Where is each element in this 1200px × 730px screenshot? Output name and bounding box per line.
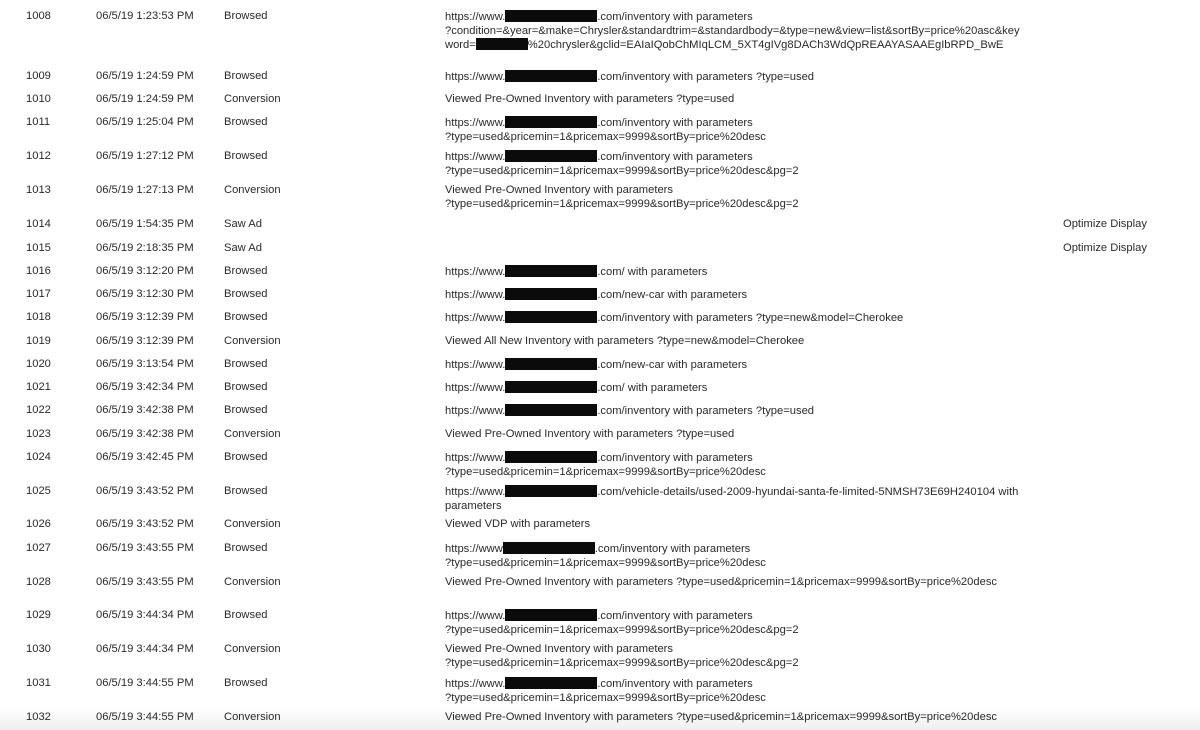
row-detail xyxy=(445,576,1055,590)
table-row xyxy=(18,542,1183,570)
row-id: 1011 xyxy=(26,116,51,128)
url-path: .com/new-car with parameters xyxy=(597,359,748,371)
row-detail xyxy=(445,335,1055,349)
url-prefix: https://www. xyxy=(445,117,506,129)
table-row xyxy=(18,381,1183,395)
redaction-bar xyxy=(505,677,597,689)
row-timestamp: 06/5/19 3:43:55 PM xyxy=(96,576,194,588)
url-prefix: https://www. xyxy=(445,486,506,498)
table-row xyxy=(18,288,1183,302)
row-event-type: Conversion xyxy=(224,184,281,196)
row-timestamp: 06/5/19 3:44:34 PM xyxy=(96,643,194,655)
row-id: 1026 xyxy=(26,518,51,530)
row-timestamp: 06/5/19 3:42:38 PM xyxy=(96,428,194,440)
row-detail xyxy=(445,485,1055,513)
table-row xyxy=(18,609,1183,637)
row-id: 1008 xyxy=(26,10,51,22)
row-timestamp: 06/5/19 1:54:35 PM xyxy=(96,218,194,230)
table-row xyxy=(18,150,1183,178)
row-event-type: Saw Ad xyxy=(224,242,262,254)
url-prefix: https://www. xyxy=(445,266,506,278)
row-event-type: Browsed xyxy=(224,311,268,323)
row-event-type: Conversion xyxy=(224,335,281,347)
url-query: ?condition=&year=&make=Chrysler&standardtrim=&standardbody=&type=new&view=list&sortBy=price%20asc&key xyxy=(445,24,1020,37)
row-timestamp: 06/5/19 1:25:04 PM xyxy=(96,116,194,128)
row-timestamp: 06/5/19 3:12:39 PM xyxy=(96,335,194,347)
row-id: 1009 xyxy=(26,70,51,82)
url-path: .com/inventory with parameters xyxy=(597,452,753,464)
url-prefix: https://www. xyxy=(445,289,506,301)
row-timestamp: 06/5/19 3:42:34 PM xyxy=(96,381,194,393)
url-path: .com/inventory with parameters xyxy=(597,151,753,163)
row-detail xyxy=(445,93,1055,107)
table-row xyxy=(18,116,1183,144)
row-event-type: Browsed xyxy=(224,485,268,497)
row-timestamp: 06/5/19 3:12:30 PM xyxy=(96,288,194,300)
url-query-continued: word= xyxy=(445,39,476,52)
url-prefix: https://www. xyxy=(445,71,506,83)
row-detail xyxy=(445,288,1055,303)
url-query: ?type=used&pricemin=1&pricemax=9999&sortBy=price%20desc xyxy=(445,691,766,704)
url-query: ?type=used&pricemin=1&pricemax=9999&sortBy=price%20desc&pg=2 xyxy=(445,656,799,669)
table-row xyxy=(18,711,1183,725)
ad-source: Optimize Display xyxy=(1063,242,1147,254)
row-id: 1027 xyxy=(26,542,51,554)
row-id: 1012 xyxy=(26,150,51,162)
url-path: .com/vehicle-details/used-2009-hyundai-santa-fe-limited-5NMSH73E69H240104 with xyxy=(597,486,1019,498)
redaction-bar xyxy=(505,70,597,82)
conversion-text: Viewed Pre-Owned Inventory with parameters ?type=used&pricemin=1&pricemax=9999&sortBy=price%20desc xyxy=(445,576,998,588)
table-row xyxy=(18,358,1183,372)
row-event-type: Conversion xyxy=(224,576,281,588)
row-timestamp: 06/5/19 3:12:39 PM xyxy=(96,311,194,323)
row-event-type: Browsed xyxy=(224,150,268,162)
url-query: ?type=used&pricemin=1&pricemax=9999&sortBy=price%20desc&pg=2 xyxy=(445,164,799,177)
row-id: 1022 xyxy=(26,404,51,416)
url-path: .com/inventory with parameters xyxy=(597,678,753,690)
redaction-bar xyxy=(505,265,597,277)
url-prefix: https://www. xyxy=(445,312,506,324)
redaction-bar xyxy=(505,288,597,300)
row-timestamp: 06/5/19 3:13:54 PM xyxy=(96,358,194,370)
row-timestamp: 06/5/19 3:44:34 PM xyxy=(96,609,194,621)
url-path: .com/inventory with parameters ?type=used xyxy=(597,405,815,417)
row-event-type: Browsed xyxy=(224,10,268,22)
url-path: .com/inventory with parameters xyxy=(597,610,753,622)
ad-source: Optimize Display xyxy=(1063,218,1147,230)
row-detail xyxy=(445,381,1055,396)
url-query: ?type=used&pricemin=1&pricemax=9999&sortBy=price%20desc&pg=2 xyxy=(445,623,799,636)
row-detail xyxy=(445,70,1055,85)
row-id: 1030 xyxy=(26,643,51,655)
url-path: .com/inventory with parameters xyxy=(594,543,751,555)
row-id: 1014 xyxy=(26,218,51,230)
row-event-type: Browsed xyxy=(224,70,268,82)
row-timestamp: 06/5/19 3:43:55 PM xyxy=(96,542,194,554)
row-event-type: Browsed xyxy=(224,358,268,370)
row-id: 1020 xyxy=(26,358,51,370)
row-event-type: Browsed xyxy=(224,404,268,416)
row-detail xyxy=(445,518,1055,532)
row-detail xyxy=(445,643,1055,670)
url-prefix: https://www. xyxy=(445,610,506,622)
row-timestamp: 06/5/19 3:44:55 PM xyxy=(96,677,194,689)
table-row xyxy=(18,576,1183,590)
url-prefix: https://www. xyxy=(445,405,506,417)
row-timestamp: 06/5/19 1:24:59 PM xyxy=(96,93,194,105)
table-row xyxy=(18,677,1183,705)
table-row xyxy=(18,428,1183,442)
conversion-text: Viewed Pre-Owned Inventory with parameters ?type=used xyxy=(445,428,735,440)
row-event-type: Browsed xyxy=(224,677,268,689)
table-row xyxy=(18,242,1183,256)
conversion-text: Viewed Pre-Owned Inventory with parameters ?type=used xyxy=(445,93,735,105)
url-query: ?type=used&pricemin=1&pricemax=9999&sortBy=price%20desc xyxy=(445,130,766,143)
row-timestamp: 06/5/19 1:27:13 PM xyxy=(96,184,194,196)
row-timestamp: 06/5/19 3:42:45 PM xyxy=(96,451,194,463)
row-timestamp: 06/5/19 3:42:38 PM xyxy=(96,404,194,416)
url-path: .com/inventory with parameters xyxy=(597,117,753,129)
row-timestamp: 06/5/19 2:18:35 PM xyxy=(96,242,194,254)
url-path: .com/inventory with parameters xyxy=(597,11,753,23)
row-detail xyxy=(445,404,1055,419)
conversion-text: Viewed Pre-Owned Inventory with parameters ?type=used&pricemin=1&pricemax=9999&sortBy=price%20desc xyxy=(445,711,998,723)
redaction-bar xyxy=(505,381,597,393)
row-id: 1028 xyxy=(26,576,51,588)
row-event-type: Browsed xyxy=(224,288,268,300)
redaction-bar xyxy=(503,542,595,554)
url-query-tail: %20chrysler&gclid=EAIaIQobChMIqLCM_5XT4gIVg8DACh3WdQpREAAYASAAEgIbRPD_BwE xyxy=(527,39,1004,52)
url-query: parameters xyxy=(445,499,502,512)
row-timestamp: 06/5/19 3:12:20 PM xyxy=(96,265,194,277)
url-query: ?type=used&pricemin=1&pricemax=9999&sortBy=price%20desc&pg=2 xyxy=(445,197,799,210)
table-row xyxy=(18,70,1183,84)
table-row xyxy=(18,311,1183,325)
row-detail xyxy=(445,10,1055,53)
row-detail xyxy=(445,711,1055,725)
row-detail xyxy=(445,451,1055,479)
conversion-text: Viewed All New Inventory with parameters ?type=new&model=Cherokee xyxy=(445,335,805,347)
row-id: 1010 xyxy=(26,93,51,105)
url-prefix: https://www. xyxy=(445,359,506,371)
row-id: 1018 xyxy=(26,311,51,323)
url-path: .com/inventory with parameters ?type=new&model=Cherokee xyxy=(597,312,904,324)
row-id: 1029 xyxy=(26,609,51,621)
table-row xyxy=(18,485,1183,513)
table-row xyxy=(18,518,1183,532)
row-event-type: Browsed xyxy=(224,381,268,393)
redaction-bar xyxy=(505,609,597,621)
row-event-type: Conversion xyxy=(224,518,281,530)
row-timestamp: 06/5/19 3:43:52 PM xyxy=(96,518,194,530)
row-timestamp: 06/5/19 3:44:55 PM xyxy=(96,711,194,723)
row-timestamp: 06/5/19 1:27:12 PM xyxy=(96,150,194,162)
row-id: 1024 xyxy=(26,451,51,463)
redaction-bar xyxy=(505,116,597,128)
row-detail xyxy=(445,609,1055,637)
row-id: 1019 xyxy=(26,335,51,347)
conversion-text: Viewed Pre-Owned Inventory with parameters xyxy=(445,184,673,196)
conversion-text: Viewed Pre-Owned Inventory with parameters xyxy=(445,643,673,655)
row-id: 1016 xyxy=(26,265,51,277)
table-row xyxy=(18,643,1183,671)
table-row xyxy=(18,404,1183,418)
url-prefix: https://www. xyxy=(445,11,506,23)
row-detail xyxy=(445,358,1055,373)
row-event-type: Conversion xyxy=(224,93,281,105)
table-row xyxy=(18,451,1183,479)
url-path: .com/inventory with parameters ?type=used xyxy=(597,71,815,83)
url-path: .com/ with parameters xyxy=(597,382,708,394)
row-id: 1032 xyxy=(26,711,51,723)
url-query: ?type=used&pricemin=1&pricemax=9999&sortBy=price%20desc xyxy=(445,556,766,569)
table-row xyxy=(18,93,1183,107)
table-row xyxy=(18,265,1183,279)
row-timestamp: 06/5/19 1:24:59 PM xyxy=(96,70,194,82)
row-event-type: Saw Ad xyxy=(224,218,262,230)
row-event-type: Browsed xyxy=(224,451,268,463)
redaction-bar xyxy=(476,38,528,50)
row-detail xyxy=(445,265,1055,280)
url-path: .com/new-car with parameters xyxy=(597,289,748,301)
conversion-text: Viewed VDP with parameters xyxy=(445,518,591,530)
row-id: 1023 xyxy=(26,428,51,440)
row-event-type: Browsed xyxy=(224,542,268,554)
row-id: 1015 xyxy=(26,242,51,254)
redaction-bar xyxy=(505,451,597,463)
row-event-type: Conversion xyxy=(224,643,281,655)
row-event-type: Browsed xyxy=(224,265,268,277)
url-path: .com/ with parameters xyxy=(597,266,708,278)
redaction-bar xyxy=(505,10,597,22)
url-prefix: https://www. xyxy=(445,678,506,690)
row-detail xyxy=(445,184,1055,211)
row-detail xyxy=(445,116,1055,144)
row-id: 1031 xyxy=(26,677,51,689)
row-detail xyxy=(445,677,1055,705)
table-row xyxy=(18,218,1183,232)
table-row xyxy=(18,335,1183,349)
row-event-type: Browsed xyxy=(224,116,268,128)
row-id: 1021 xyxy=(26,381,51,393)
redaction-bar xyxy=(505,311,597,323)
redaction-bar xyxy=(505,404,597,416)
row-id: 1025 xyxy=(26,485,51,497)
row-timestamp: 06/5/19 1:23:53 PM xyxy=(96,10,194,22)
url-query: ?type=used&pricemin=1&pricemax=9999&sortBy=price%20desc xyxy=(445,465,766,478)
row-id: 1013 xyxy=(26,184,51,196)
row-detail xyxy=(445,428,1055,442)
table-row xyxy=(18,10,1183,50)
row-id: 1017 xyxy=(26,288,51,300)
row-detail xyxy=(445,311,1055,326)
url-prefix: https://www xyxy=(445,543,503,555)
table-row xyxy=(18,184,1183,212)
url-prefix: https://www. xyxy=(445,382,506,394)
redaction-bar xyxy=(505,485,597,497)
url-prefix: https://www. xyxy=(445,452,506,464)
row-detail xyxy=(445,542,1055,570)
row-event-type: Browsed xyxy=(224,609,268,621)
row-timestamp: 06/5/19 3:43:52 PM xyxy=(96,485,194,497)
row-event-type: Conversion xyxy=(224,428,281,440)
row-event-type: Conversion xyxy=(224,711,281,723)
url-prefix: https://www. xyxy=(445,151,506,163)
redaction-bar xyxy=(505,150,597,162)
row-detail xyxy=(445,150,1055,178)
redaction-bar xyxy=(505,358,597,370)
